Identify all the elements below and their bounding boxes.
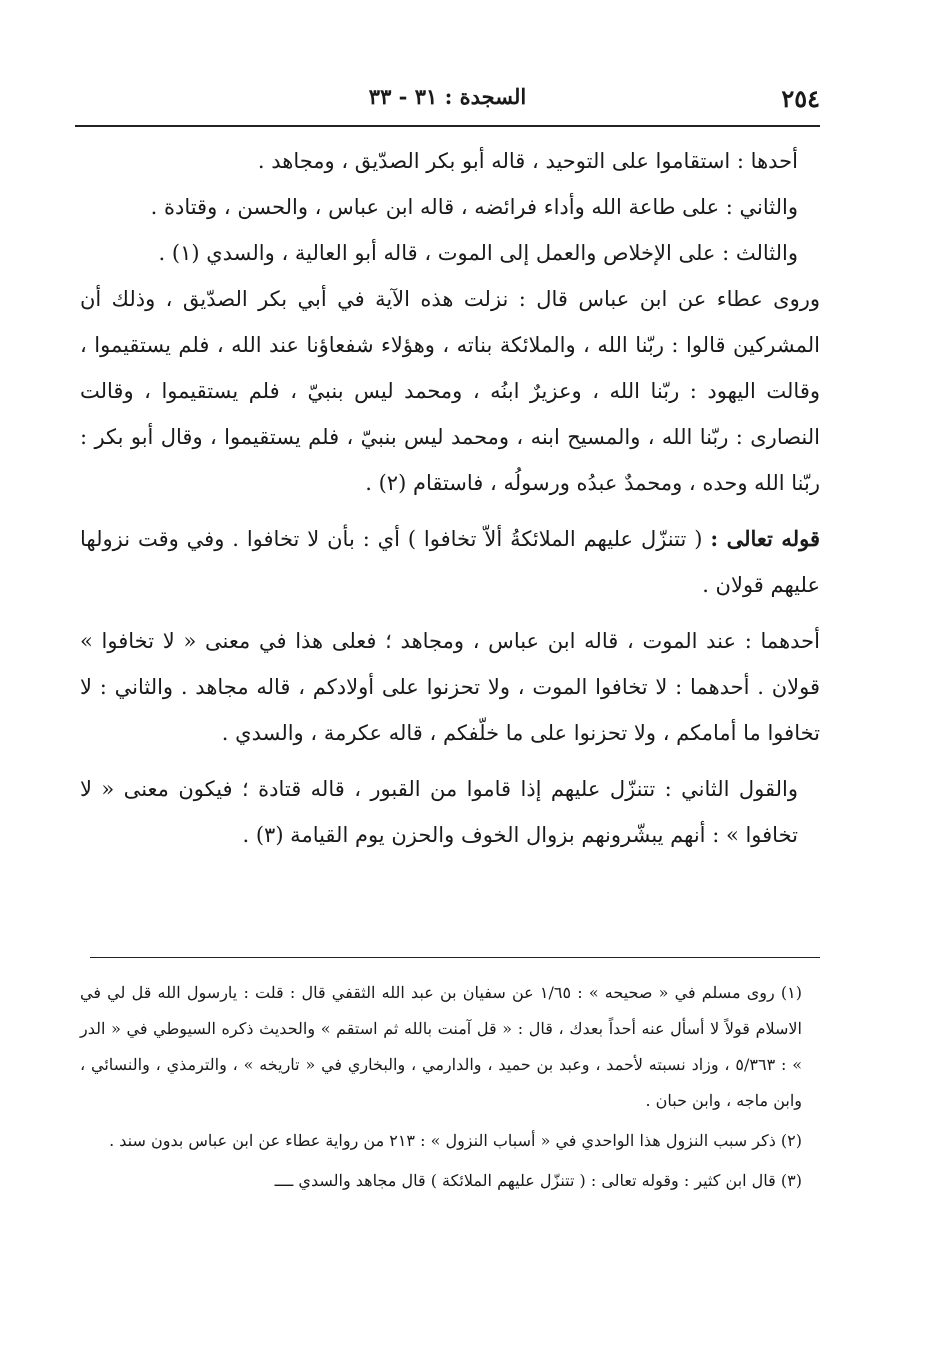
header-rule bbox=[75, 125, 820, 127]
page-number: ٢٥٤ bbox=[781, 84, 820, 113]
footnote-2: (٢) ذكر سبب النزول هذا الواحدي في « أسباب النزول » : ٢١٣ من رواية عطاء عن ابن عباس بدون سند . bbox=[109, 1131, 802, 1150]
verse-text: ( تتنزّل عليهم الملائكةُ ألاّ تخافوا ) أي : بأن لا تخافوا . وفي وقت نزولها عليهم قولان . bbox=[80, 527, 820, 597]
paragraph-third-opinion: والثالث : على الإخلاص والعمل إلى الموت ، قاله أبو العالية ، والسدي (١) . bbox=[158, 241, 798, 265]
footnote-rule bbox=[90, 957, 820, 958]
header-title: السجدة : ٣١ - ٣٣ bbox=[368, 84, 527, 109]
paragraph-verse-commentary bbox=[80, 516, 820, 608]
verse-label: قوله تعالى : bbox=[710, 526, 820, 551]
paragraph-ata-narration: وروى عطاء عن ابن عباس قال : نزلت هذه الآية في أبي بكر الصدّيق ، وذلك أن المشركين قالوا : ربّنا الله ، والملائكة بناته ، وهؤلاء شفعاؤنا عند الله ، فلم يستقيموا ، وقالت اليهود : ربّنا الله ، وعزيرٌ ابنُه ، ومحمد ليس بنبيّ ، فلم يستقيموا ، وقالت النصارى : ربّنا الله ، والمسيح ابنه ، ومحمد ليس بنبيّ ، فلم يستقيموا ، وقال أبو بكر : ربّنا الله وحده ، ومحمدٌ عبدُه ورسولُه ، فاستقام (٢) . bbox=[80, 287, 820, 495]
main-text bbox=[80, 138, 820, 858]
running-header bbox=[75, 84, 820, 120]
footnotes bbox=[80, 975, 820, 1199]
paragraph-second-saying: والقول الثاني : تتنزّل عليهم إذا قاموا من القبور ، قاله قتادة ؛ فيكون معنى « لا تخافوا » : أنهم يبشّرونهم بزوال الخوف والحزن يوم القيامة (٣) . bbox=[80, 777, 798, 847]
footnote-1: (١) روى مسلم في « صحيحه » : ١/٦٥ عن سفيان بن عبد الله الثقفي قال : قلت : يارسول الله قل لي في الاسلام قولاً لا أسأل عنه أحداً بعدك ، قال : « قل آمنت بالله ثم استقم » والحديث ذكره السيوطي في « الدر » : ٥/٣٦٣ ، وزاد نسبته لأحمد ، وعبد بن حميد ، والدارمي ، والبخاري في « تاريخه » ، والترمذي ، والنسائي ، وابن ماجه ، وابن حبان . bbox=[80, 983, 803, 1110]
paragraph-second-opinion: والثاني : على طاعة الله وأداء فرائضه ، قاله ابن عباس ، والحسن ، وقتادة . bbox=[150, 195, 798, 219]
paragraph-first-saying: أحدهما : عند الموت ، قاله ابن عباس ، ومجاهد ؛ فعلى هذا في معنى « لا تخافوا » قولان . أحدهما : لا تخافوا الموت ، ولا تحزنوا على أولادكم ، قاله مجاهد . والثاني : لا تخافوا ما أمامكم ، ولا تحزنوا على ما خلّفكم ، قاله عكرمة ، والسدي . bbox=[80, 629, 820, 745]
footnote-3: (٣) قال ابن كثير : وقوله تعالى : ( تتنزّل عليهم الملائكة ) قال مجاهد والسدي ــــ bbox=[274, 1171, 802, 1190]
paragraph-first-opinion: أحدها : استقاموا على التوحيد ، قاله أبو بكر الصدّيق ، ومجاهد . bbox=[257, 149, 798, 173]
